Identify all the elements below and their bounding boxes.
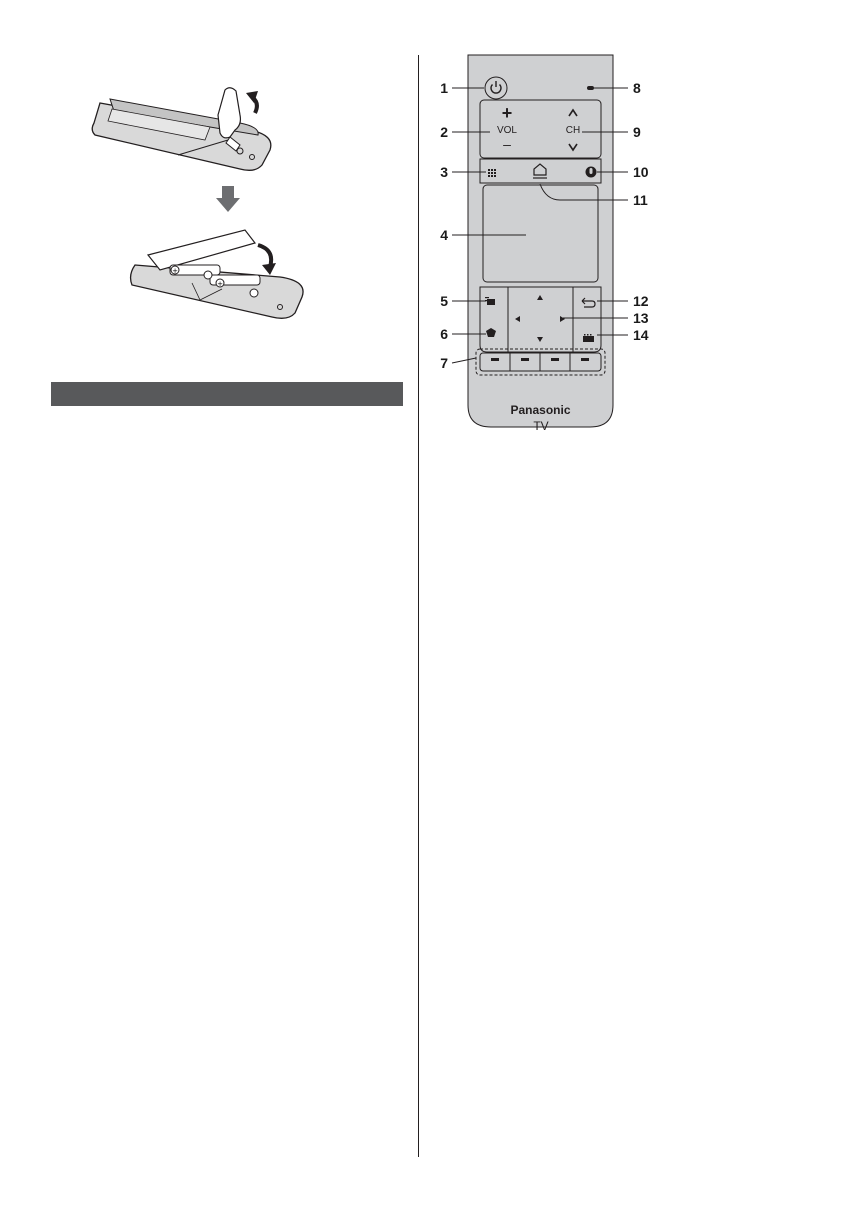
callout-4: 4 bbox=[440, 227, 448, 243]
vol-minus-label: – bbox=[503, 136, 511, 152]
callout-13: 13 bbox=[633, 310, 649, 326]
svg-text:+: + bbox=[217, 280, 223, 288]
callout-14: 14 bbox=[633, 327, 649, 343]
callout-9: 9 bbox=[633, 124, 641, 140]
ch-label: CH bbox=[565, 125, 581, 136]
vol-label: VOL bbox=[496, 125, 517, 136]
callout-7: 7 bbox=[440, 355, 448, 371]
svg-text:+: + bbox=[172, 267, 178, 275]
callout-10: 10 bbox=[633, 164, 649, 180]
callout-8: 8 bbox=[633, 80, 641, 96]
vol-plus-label: + bbox=[501, 103, 513, 123]
model-label: TV bbox=[533, 419, 549, 433]
brand-logo: Panasonic bbox=[510, 403, 571, 417]
callout-5: 5 bbox=[440, 293, 448, 309]
callout-3: 3 bbox=[440, 164, 448, 180]
callout-6: 6 bbox=[440, 326, 448, 342]
callout-1: 1 bbox=[440, 80, 448, 96]
callout-2: 2 bbox=[440, 124, 448, 140]
callout-12: 12 bbox=[633, 293, 649, 309]
callout-11: 11 bbox=[633, 192, 648, 208]
